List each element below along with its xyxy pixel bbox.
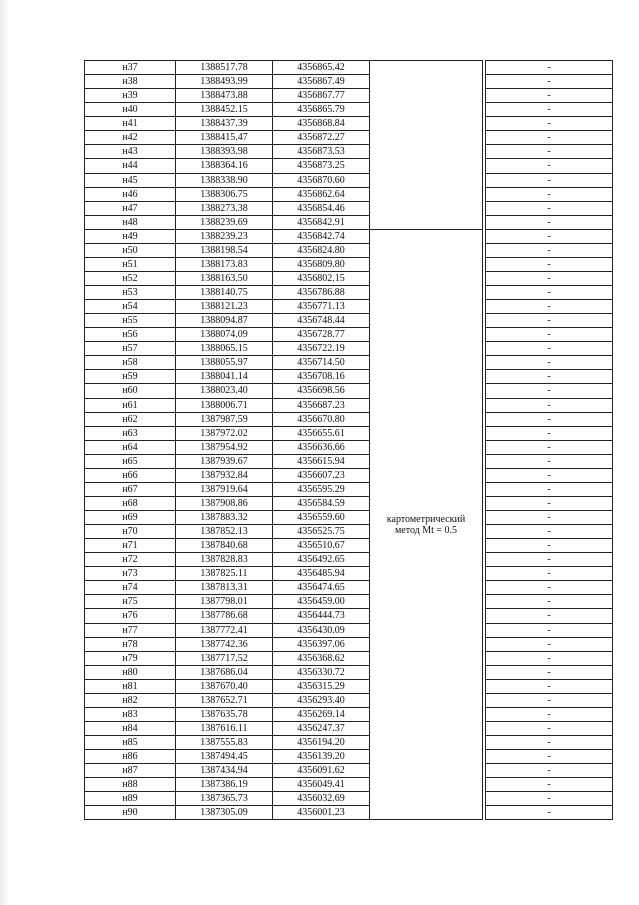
table-row [85,187,613,201]
table-row [85,511,613,525]
precision-cell: - [486,257,613,271]
precision-cell: - [486,201,613,215]
point-id-cell: н56 [85,328,176,342]
precision-cell: - [486,553,613,567]
coordinate-y-cell: 4356698.56 [273,384,370,398]
precision-cell: - [486,314,613,328]
point-id-cell: н66 [85,468,176,482]
table-row [85,117,613,131]
coordinate-x-cell: 1388041.14 [176,370,273,384]
table-row [85,314,613,328]
coordinate-y-cell: 4356485.94 [273,567,370,581]
coordinate-x-cell: 1387987.59 [176,412,273,426]
table-row [85,539,613,553]
coordinate-y-cell: 4356584.59 [273,496,370,510]
precision-cell: - [486,173,613,187]
point-id-cell: н86 [85,750,176,764]
coordinate-y-cell: 4356842.74 [273,229,370,243]
coordinate-y-cell: 4356802.15 [273,271,370,285]
coordinate-x-cell: 1388338.90 [176,173,273,187]
coordinate-x-cell: 1387670.40 [176,679,273,693]
coordinate-y-cell: 4356748.44 [273,314,370,328]
point-id-cell: н55 [85,314,176,328]
precision-cell: - [486,117,613,131]
coordinate-y-cell: 4356842.91 [273,215,370,229]
coordinate-x-cell: 1387365.73 [176,792,273,806]
point-id-cell: н88 [85,778,176,792]
point-id-cell: н72 [85,553,176,567]
precision-cell: - [486,693,613,707]
precision-cell: - [486,496,613,510]
coordinate-x-cell: 1387852.13 [176,525,273,539]
coordinate-x-cell: 1387939.67 [176,454,273,468]
precision-cell: - [486,286,613,300]
table-row [85,356,613,370]
coordinate-y-cell: 4356607.23 [273,468,370,482]
point-id-cell: н76 [85,609,176,623]
coordinate-x-cell: 1388393.98 [176,145,273,159]
coordinate-x-cell: 1387972.02 [176,426,273,440]
coordinate-y-cell: 4356269.14 [273,707,370,721]
coordinate-y-cell: 4356492.65 [273,553,370,567]
point-id-cell: н63 [85,426,176,440]
coordinate-x-cell: 1388140.75 [176,286,273,300]
coordinate-x-cell: 1387305.09 [176,806,273,820]
coordinate-x-cell: 1387828.83 [176,553,273,567]
table-row [85,257,613,271]
precision-cell: - [486,89,613,103]
coordinate-y-cell: 4356459.00 [273,595,370,609]
precision-cell: - [486,215,613,229]
coordinate-x-cell: 1388437.39 [176,117,273,131]
coordinate-y-cell: 4356397.06 [273,637,370,651]
table-row [85,229,613,243]
precision-cell: - [486,342,613,356]
point-id-cell: н75 [85,595,176,609]
point-id-cell: н77 [85,623,176,637]
coordinate-x-cell: 1388239.69 [176,215,273,229]
coordinate-y-cell: 4356655.61 [273,426,370,440]
coordinate-x-cell: 1387883.32 [176,511,273,525]
coordinate-x-cell: 1387772.41 [176,623,273,637]
coordinate-x-cell: 1387686.04 [176,665,273,679]
table-row [85,707,613,721]
method-text-line1: картометрический [386,513,466,525]
point-id-cell: н37 [85,61,176,75]
table-row [85,806,613,820]
table-row [85,384,613,398]
precision-cell: - [486,454,613,468]
table-row [85,440,613,454]
point-id-cell: н39 [85,89,176,103]
table-row [85,778,613,792]
precision-cell: - [486,426,613,440]
table-row [85,496,613,510]
point-id-cell: н81 [85,679,176,693]
precision-cell: - [486,229,613,243]
point-id-cell: н47 [85,201,176,215]
precision-cell: - [486,609,613,623]
point-id-cell: н44 [85,159,176,173]
precision-cell: - [486,651,613,665]
point-id-cell: н41 [85,117,176,131]
precision-cell: - [486,159,613,173]
table-row [85,145,613,159]
precision-cell: - [486,736,613,750]
coordinate-x-cell: 1388173.83 [176,257,273,271]
precision-cell: - [486,707,613,721]
coordinate-y-cell: 4356873.53 [273,145,370,159]
point-id-cell: н40 [85,103,176,117]
point-id-cell: н68 [85,496,176,510]
coordinate-x-cell: 1388006.71 [176,398,273,412]
precision-cell: - [486,764,613,778]
point-id-cell: н42 [85,131,176,145]
scan-edge-shadow [0,0,10,905]
table-row [85,61,613,75]
coordinate-x-cell: 1387386.19 [176,778,273,792]
point-id-cell: н85 [85,736,176,750]
precision-cell: - [486,750,613,764]
coordinate-y-cell: 4356032.69 [273,792,370,806]
precision-cell: - [486,792,613,806]
coordinate-x-cell: 1387919.64 [176,482,273,496]
precision-cell: - [486,482,613,496]
coordinate-y-cell: 4356867.49 [273,75,370,89]
table-row [85,721,613,735]
coordinate-y-cell: 4356247.37 [273,721,370,735]
table-row [85,398,613,412]
precision-cell: - [486,370,613,384]
point-id-cell: н62 [85,412,176,426]
point-id-cell: н38 [85,75,176,89]
point-id-cell: н60 [85,384,176,398]
table-row [85,764,613,778]
coordinate-x-cell: 1387635.78 [176,707,273,721]
point-id-cell: н49 [85,229,176,243]
coordinate-x-cell: 1388273.38 [176,201,273,215]
point-id-cell: н73 [85,567,176,581]
coordinate-y-cell: 4356510.67 [273,539,370,553]
table-row [85,468,613,482]
table-row [85,286,613,300]
coordinate-y-cell: 4356091.62 [273,764,370,778]
coordinate-x-cell: 1388239.23 [176,229,273,243]
coordinate-x-cell: 1388473.88 [176,89,273,103]
precision-cell: - [486,131,613,145]
coordinate-y-cell: 4356595.29 [273,482,370,496]
precision-cell: - [486,637,613,651]
precision-cell: - [486,567,613,581]
table-row [85,609,613,623]
coordinate-x-cell: 1388452.15 [176,103,273,117]
table-row [85,693,613,707]
coordinate-x-cell: 1387813.31 [176,581,273,595]
point-id-cell: н51 [85,257,176,271]
precision-cell: - [486,721,613,735]
point-id-cell: н50 [85,243,176,257]
coordinate-y-cell: 4356049.41 [273,778,370,792]
precision-cell: - [486,271,613,285]
precision-cell: - [486,665,613,679]
point-id-cell: н45 [85,173,176,187]
coordinate-x-cell: 1387908.86 [176,496,273,510]
precision-cell: - [486,468,613,482]
coordinate-y-cell: 4356872.27 [273,131,370,145]
precision-cell: - [486,187,613,201]
table-row [85,454,613,468]
coordinate-y-cell: 4356368.62 [273,651,370,665]
precision-cell: - [486,356,613,370]
coordinate-x-cell: 1387616.11 [176,721,273,735]
point-id-cell: н83 [85,707,176,721]
table-row [85,131,613,145]
coordinate-x-cell: 1387717.52 [176,651,273,665]
coordinate-y-cell: 4356636.66 [273,440,370,454]
coordinate-x-cell: 1388415.47 [176,131,273,145]
table-row [85,679,613,693]
method-cell [370,229,483,820]
table-row [85,567,613,581]
table-row [85,623,613,637]
point-id-cell: н82 [85,693,176,707]
coordinates-table [84,60,613,820]
point-id-cell: н71 [85,539,176,553]
precision-cell: - [486,679,613,693]
coordinate-x-cell: 1387840.68 [176,539,273,553]
table-row [85,300,613,314]
coordinate-y-cell: 4356862.64 [273,187,370,201]
table-row [85,89,613,103]
precision-cell: - [486,145,613,159]
coordinate-x-cell: 1387932.84 [176,468,273,482]
coordinate-x-cell: 1388094.87 [176,314,273,328]
point-id-cell: н46 [85,187,176,201]
precision-cell: - [486,61,613,75]
precision-cell: - [486,300,613,314]
point-id-cell: н84 [85,721,176,735]
point-id-cell: н57 [85,342,176,356]
coordinate-y-cell: 4356430.09 [273,623,370,637]
coordinate-x-cell: 1387652.71 [176,693,273,707]
point-id-cell: н89 [85,792,176,806]
precision-cell: - [486,103,613,117]
coordinate-y-cell: 4356865.42 [273,61,370,75]
table-row [85,215,613,229]
coordinate-x-cell: 1388074.09 [176,328,273,342]
precision-cell: - [486,581,613,595]
precision-cell: - [486,595,613,609]
table-row [85,736,613,750]
table-row [85,665,613,679]
point-id-cell: н78 [85,637,176,651]
coordinate-x-cell: 1388517.78 [176,61,273,75]
point-id-cell: н74 [85,581,176,595]
coordinate-x-cell: 1388023.40 [176,384,273,398]
coordinate-x-cell: 1388364.16 [176,159,273,173]
precision-cell: - [486,511,613,525]
point-id-cell: н53 [85,286,176,300]
method-text-line2: метод Mt = 0.5 [394,524,458,536]
point-id-cell: н79 [85,651,176,665]
coordinate-x-cell: 1387825.11 [176,567,273,581]
table-row [85,792,613,806]
coordinate-y-cell: 4356865.79 [273,103,370,117]
coordinate-y-cell: 4356873.25 [273,159,370,173]
coordinate-y-cell: 4356293.40 [273,693,370,707]
coordinate-x-cell: 1387954.92 [176,440,273,454]
coordinate-y-cell: 4356771.13 [273,300,370,314]
point-id-cell: н48 [85,215,176,229]
coordinate-y-cell: 4356670.80 [273,412,370,426]
coordinate-y-cell: 4356559.60 [273,511,370,525]
coordinate-y-cell: 4356315.29 [273,679,370,693]
precision-cell: - [486,398,613,412]
coordinate-x-cell: 1388121.23 [176,300,273,314]
table-row [85,173,613,187]
precision-cell: - [486,384,613,398]
coordinate-y-cell: 4356139.20 [273,750,370,764]
table-row [85,342,613,356]
coordinate-x-cell: 1387786.68 [176,609,273,623]
coordinate-y-cell: 4356854.46 [273,201,370,215]
coordinate-y-cell: 4356870.60 [273,173,370,187]
precision-cell: - [486,539,613,553]
coordinate-y-cell: 4356809.80 [273,257,370,271]
coordinate-y-cell: 4356714.50 [273,356,370,370]
coordinate-x-cell: 1388055.97 [176,356,273,370]
coordinate-y-cell: 4356867.77 [273,89,370,103]
point-id-cell: н52 [85,271,176,285]
point-id-cell: н70 [85,525,176,539]
point-id-cell: н58 [85,356,176,370]
coordinate-x-cell: 1388306.75 [176,187,273,201]
table-row [85,103,613,117]
coordinate-x-cell: 1387555.83 [176,736,273,750]
coordinate-y-cell: 4356687.23 [273,398,370,412]
coordinates-table-body [85,61,613,820]
coordinate-x-cell: 1387742.36 [176,637,273,651]
coordinate-y-cell: 4356615.94 [273,454,370,468]
point-id-cell: н90 [85,806,176,820]
table-row [85,637,613,651]
coordinate-y-cell: 4356708.16 [273,370,370,384]
coordinate-y-cell: 4356722.19 [273,342,370,356]
table-row [85,750,613,764]
point-id-cell: н67 [85,482,176,496]
coordinate-y-cell: 4356444.73 [273,609,370,623]
precision-cell: - [486,623,613,637]
table-row [85,271,613,285]
coordinate-x-cell: 1388065.15 [176,342,273,356]
point-id-cell: н69 [85,511,176,525]
point-id-cell: н54 [85,300,176,314]
point-id-cell: н59 [85,370,176,384]
coordinate-y-cell: 4356824.80 [273,243,370,257]
coordinate-y-cell: 4356474.65 [273,581,370,595]
table-row [85,482,613,496]
table-row [85,328,613,342]
precision-cell: - [486,412,613,426]
table-row [85,525,613,539]
precision-cell: - [486,806,613,820]
table-row [85,412,613,426]
table-row [85,159,613,173]
coordinate-x-cell: 1388493.99 [176,75,273,89]
table-row [85,243,613,257]
coordinate-x-cell: 1387798.01 [176,595,273,609]
point-id-cell: н87 [85,764,176,778]
table-row [85,370,613,384]
precision-cell: - [486,75,613,89]
point-id-cell: н43 [85,145,176,159]
point-id-cell: н61 [85,398,176,412]
method-cell-upper [370,61,483,230]
precision-cell: - [486,778,613,792]
table-row [85,553,613,567]
table-row [85,651,613,665]
table-row [85,426,613,440]
table-row [85,75,613,89]
coordinate-y-cell: 4356194.20 [273,736,370,750]
precision-cell: - [486,440,613,454]
table-row [85,595,613,609]
coordinate-y-cell: 4356330.72 [273,665,370,679]
coordinate-x-cell: 1388163.50 [176,271,273,285]
coordinate-x-cell: 1387494.45 [176,750,273,764]
coordinate-y-cell: 4356001.23 [273,806,370,820]
coordinate-y-cell: 4356786.88 [273,286,370,300]
table-row [85,201,613,215]
coordinate-x-cell: 1388198.54 [176,243,273,257]
coordinate-x-cell: 1387434.94 [176,764,273,778]
table-row [85,581,613,595]
precision-cell: - [486,525,613,539]
point-id-cell: н65 [85,454,176,468]
coordinate-y-cell: 4356728.77 [273,328,370,342]
coordinate-y-cell: 4356868.84 [273,117,370,131]
point-id-cell: н80 [85,665,176,679]
point-id-cell: н64 [85,440,176,454]
coordinate-y-cell: 4356525.75 [273,525,370,539]
precision-cell: - [486,243,613,257]
precision-cell: - [486,328,613,342]
